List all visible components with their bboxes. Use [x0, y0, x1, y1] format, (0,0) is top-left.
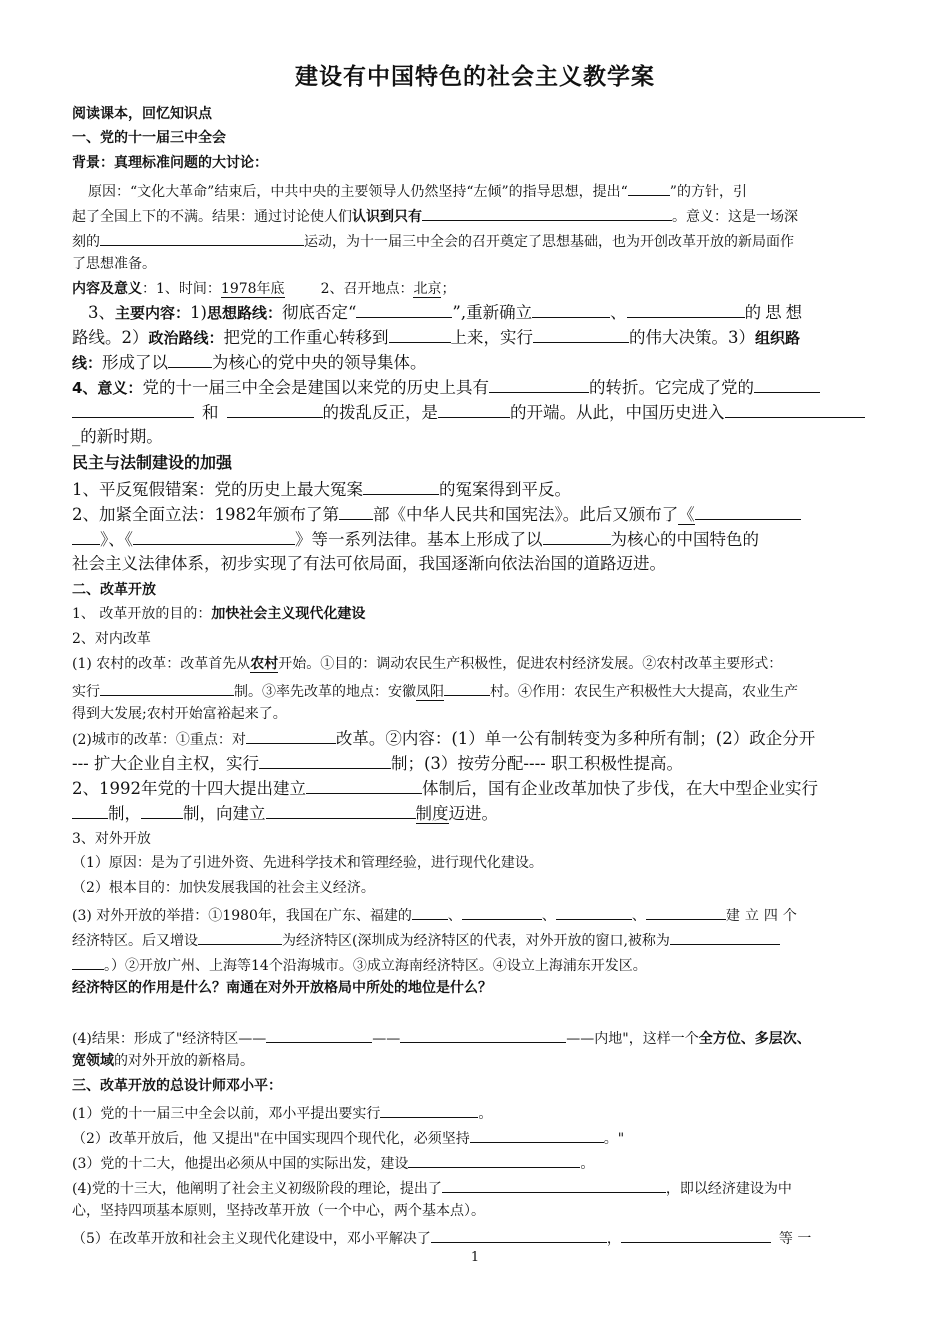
text-line: (3) 对外开放的举措：①1980年，我国在广东、福建的 、 、 、 建立四个 — [72, 903, 802, 926]
fill-blank[interactable] — [462, 903, 542, 920]
fill-blank[interactable] — [489, 376, 589, 393]
text-line: 2、1992年党的十四大提出建立 体制后，国有企业改革加快了步伐，在大中型企业实行 — [72, 779, 818, 798]
text-line: 和 的拨乱反正，是 的开端。从此，中国历史进入 — [72, 401, 865, 424]
fill-blank[interactable] — [695, 503, 801, 520]
text-line: (1）党的十一届三中全会以前，邓小平提出要实行 。 — [72, 1101, 492, 1124]
text-line: （2）改革开放后，他 又提出"在中国实现四个现代化，必须坚持 。" — [72, 1126, 624, 1149]
text-line: 3、对外开放 — [72, 831, 151, 847]
text-line: 4、意义：党的十一届三中全会是建国以来党的历史上具有 的转折。它完成了党的 — [72, 376, 820, 399]
fill-blank[interactable] — [227, 401, 323, 418]
text-line: 线：形成了以 为核心的党中央的领导集体。 — [72, 353, 427, 372]
text-line: 了思想准备。 — [72, 256, 156, 272]
fill-blank[interactable] — [133, 528, 295, 545]
text-line: 宽领域的对外开放的新格局。 — [72, 1053, 254, 1069]
fill-blank[interactable] — [442, 1176, 666, 1193]
text-line: （1）原因：是为了引进外资、先进科学技术和管理经验，进行现代化建设。 — [72, 855, 543, 871]
fill-blank[interactable] — [72, 401, 194, 418]
text-line: 经济特区。后又增设 为经济特区(深圳成为经济特区的代表，对外开放的窗口,被称为 — [72, 928, 780, 951]
fill-blank[interactable] — [266, 802, 416, 819]
text-line: 心，坚持四项基本原则，坚持改革开放（一个中心，两个基本点）。 — [72, 1203, 485, 1219]
section-heading-2: 二、改革开放 — [72, 582, 156, 598]
fill-blank[interactable] — [543, 528, 611, 545]
fill-blank[interactable] — [168, 351, 212, 368]
text-line: 。）②开放广州、上海等14个沿海城市。③成立海南经济特区。④设立上海浦东开发区。 — [72, 953, 647, 976]
fill-blank[interactable] — [380, 1101, 478, 1118]
fill-blank[interactable] — [438, 401, 510, 418]
section-heading-democracy: 民主与法制建设的加强 — [72, 453, 233, 472]
fill-blank[interactable] — [725, 401, 865, 418]
fill-blank[interactable] — [533, 326, 629, 343]
text-line: (3）党的十二大，他提出必须从中国的实际出发，建设 。 — [72, 1151, 594, 1174]
fill-blank[interactable] — [198, 928, 282, 945]
text-line: 实行 制。③率先改革的地点：安徽凤阳 村。④作用：农民生产积极性大大提高，农业生产 — [72, 679, 798, 702]
text-line: 刻的 运动，为十一届三中全会的召开奠定了思想基础，也为开创改革开放的新局面作 — [72, 229, 794, 252]
page-title: 建设有中国特色的社会主义教学案 — [295, 64, 655, 90]
text-line: 3、主要内容：1)思想路线：彻底否定“ ”,重新确立 、 的思想 — [88, 303, 807, 322]
fill-blank[interactable] — [356, 301, 452, 318]
fill-blank[interactable] — [422, 204, 672, 221]
text-line: 得到大发展;农村开始富裕起来了。 — [72, 706, 287, 722]
fill-blank[interactable] — [627, 301, 745, 318]
fill-blank[interactable] — [100, 679, 234, 696]
fill-blank[interactable] — [259, 752, 391, 769]
fill-blank[interactable] — [754, 376, 820, 393]
text-line: 制， 制，向建立 制度迈进。 — [72, 802, 498, 825]
fill-blank[interactable] — [400, 1026, 566, 1043]
background-heading: 背景：真理标准问题的大讨论： — [72, 155, 268, 171]
reading-instruction: 阅读课本，回忆知识点 — [72, 106, 212, 122]
fill-blank[interactable] — [266, 1026, 372, 1043]
fill-blank[interactable] — [670, 928, 780, 945]
fill-blank[interactable] — [72, 953, 104, 970]
text-line: _的新时期。 — [72, 427, 163, 446]
section-heading-3: 三、改革开放的总设计师邓小平： — [72, 1078, 282, 1094]
fill-blank[interactable] — [470, 1126, 604, 1143]
fill-blank[interactable] — [339, 503, 373, 520]
fill-blank[interactable] — [246, 727, 336, 744]
text-line: (4)结果：形成了"经济特区—— —— ——内地"，这样一个全方位、多层次、 — [72, 1026, 811, 1049]
text-line: (2)城市的改革：①重点：对 改革。②内容：(1）单一公有制转变为多种所有制；(2）政企分开 — [72, 729, 816, 748]
fill-blank[interactable] — [72, 802, 108, 819]
section-heading-1: 一、党的十一届三中全会 — [72, 130, 226, 146]
fill-blank[interactable] — [306, 777, 422, 794]
text-line: (4)党的十三大，他阐明了社会主义初级阶段的理论，提出了 ，即以经济建设为中 — [72, 1176, 792, 1199]
fill-blank[interactable] — [431, 1226, 607, 1243]
page-number: 1 — [470, 1250, 480, 1265]
fill-blank[interactable] — [444, 679, 490, 696]
fill-blank[interactable] — [646, 903, 726, 920]
fill-blank[interactable] — [408, 1151, 580, 1168]
text-line: 2、加紧全面立法：1982年颁布了第 部《中华人民共和国宪法》。此后又颁布了《 — [72, 503, 801, 526]
text-line: 起了全国上下的不满。结果：通过讨论使人们认识到只有 。意义：这是一场深 — [72, 204, 798, 227]
fill-blank[interactable] — [389, 326, 451, 343]
fill-blank[interactable] — [532, 301, 610, 318]
text-line: （5）在改革开放和社会主义现代化建设中，邓小平解决了 ， 等 一 — [72, 1226, 811, 1249]
text-line: (1) 农村的改革：改革首先从农村开始。①目的：调动农民生产积极性，促进农村经济发展。②农村改革主要形式： — [72, 656, 783, 672]
fill-blank[interactable] — [556, 903, 632, 920]
fill-blank[interactable] — [628, 179, 670, 196]
text-line: 1、平反冤假错案：党的历史上最大冤案 的冤案得到平反。 — [72, 480, 571, 499]
text-line: 路线。2）政治路线：把党的工作重心转移到 上来，实行 的伟大决策。3）组织路 — [72, 328, 801, 347]
fill-blank[interactable] — [412, 903, 448, 920]
text-line: 2、对内改革 — [72, 631, 151, 647]
text-line: （2）根本目的：加快发展我国的社会主义经济。 — [72, 880, 375, 896]
question-heading: 经济特区的作用是什么？南通在对外开放格局中所处的地位是什么？ — [72, 980, 492, 996]
fill-blank[interactable] — [363, 478, 439, 495]
text-line: 》、《 》等一系列法律。基本上形成了以 为核心的中国特色的 — [72, 528, 759, 551]
text-line: 1、 改革开放的目的：加快社会主义现代化建设 — [72, 606, 366, 622]
fill-blank[interactable] — [141, 802, 183, 819]
fill-blank[interactable] — [621, 1226, 771, 1243]
text-line: 内容及意义：1、时间：1978年底 2、召开地点：北京； — [72, 281, 456, 297]
fill-blank[interactable] — [100, 229, 304, 246]
fill-blank[interactable] — [72, 528, 100, 545]
text-line: --- 扩大企业自主权，实行 制；(3）按劳分配---- 职工积极性提高。 — [72, 754, 683, 773]
text-line: 社会主义法律体系，初步实现了有法可依局面，我国逐渐向依法治国的道路迈进。 — [72, 554, 666, 573]
text-line: 原因：“文化大革命”结束后，中共中央的主要领导人仍然坚持“左倾”的指导思想，提出“ ”的方针，引 — [88, 179, 747, 202]
